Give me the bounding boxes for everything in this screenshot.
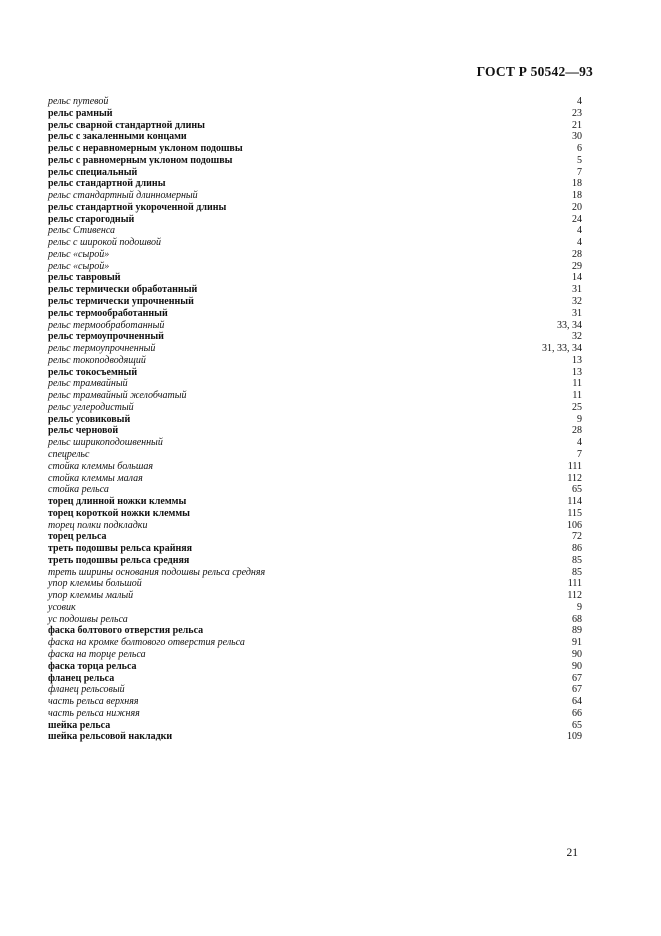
index-entry xyxy=(48,355,582,367)
document-code-header: ГОСТ Р 50542—93 xyxy=(476,64,593,79)
index-page-ref: 67 xyxy=(572,672,582,684)
index-entry xyxy=(48,625,582,637)
index-term: рельс специальный xyxy=(48,166,138,178)
index-page-ref: 7 xyxy=(577,166,582,178)
index-page-ref: 115 xyxy=(567,507,582,519)
index-term: рельс термоупрочненный xyxy=(48,343,156,355)
index-page-ref: 7 xyxy=(577,448,582,460)
index-term: рельс черновой xyxy=(48,425,119,437)
index-term: шейка рельсовой накладки xyxy=(48,731,173,743)
index-entry xyxy=(48,284,582,296)
index-term: фаска болтового отверстия рельса xyxy=(48,625,204,637)
index-entry xyxy=(48,449,582,461)
index-term: фланец рельса xyxy=(48,672,115,684)
index-page-ref: 66 xyxy=(572,707,582,719)
index-term: рельс трамвайный желобчатый xyxy=(48,390,187,402)
index-term: фланец рельсовый xyxy=(48,684,125,696)
index-term: рельс токоподводящий xyxy=(48,354,146,366)
index-page-ref: 5 xyxy=(577,154,582,166)
index-term: ус подошвы рельса xyxy=(48,613,128,625)
index-page-ref: 25 xyxy=(572,401,582,413)
index-term: часть рельса нижняя xyxy=(48,707,140,719)
index-entry xyxy=(48,249,582,261)
index-entry xyxy=(48,673,582,685)
index-page-ref: 67 xyxy=(572,684,582,696)
index-page-ref: 109 xyxy=(567,731,582,743)
index-entry xyxy=(48,567,582,579)
index-term: рельс стандартной длины xyxy=(48,178,166,190)
index-page-ref: 9 xyxy=(577,601,582,613)
index-term: торец полки подкладки xyxy=(48,519,148,531)
index-entry xyxy=(48,367,582,379)
index-page-ref: 65 xyxy=(572,719,582,731)
index-page-ref: 112 xyxy=(567,590,582,602)
index-page-ref: 32 xyxy=(572,296,582,308)
index-entry xyxy=(48,531,582,543)
index-page-ref: 112 xyxy=(567,472,582,484)
index-entry xyxy=(48,602,582,614)
index-term: рельс термически упрочненный xyxy=(48,296,194,308)
index-entry xyxy=(48,296,582,308)
index-page-ref: 23 xyxy=(572,107,582,119)
index-page-ref: 31, 33, 34 xyxy=(542,343,582,355)
index-term: торец рельса xyxy=(48,531,107,543)
index-page-ref: 4 xyxy=(577,437,582,449)
index-term: рельс Стивенса xyxy=(48,225,115,237)
index-entry xyxy=(48,425,582,437)
index-term: рельс старогодный xyxy=(48,213,135,225)
index-term: треть ширины основания подошвы рельса средняя xyxy=(48,566,266,578)
index-page-ref: 85 xyxy=(572,554,582,566)
index-term: треть подошвы рельса средняя xyxy=(48,554,190,566)
index-page-ref: 31 xyxy=(572,284,582,296)
index-entry xyxy=(48,708,582,720)
index-entry xyxy=(48,543,582,555)
index-page-ref: 68 xyxy=(572,613,582,625)
index-page-ref: 18 xyxy=(572,178,582,190)
index-term: рельс «сырой» xyxy=(48,260,110,272)
index-term: рельс углеродистый xyxy=(48,401,134,413)
index-entry xyxy=(48,131,582,143)
index-page-ref: 90 xyxy=(572,660,582,672)
index-entry xyxy=(48,308,582,320)
index-term: рельс трамвайный xyxy=(48,378,128,390)
index-term: стойка клеммы большая xyxy=(48,460,154,472)
index-entry xyxy=(48,649,582,661)
index-entry xyxy=(48,614,582,626)
index-entry xyxy=(48,461,582,473)
index-term: рельс тавровый xyxy=(48,272,121,284)
index-entry xyxy=(48,731,582,743)
index-page-ref: 64 xyxy=(572,696,582,708)
index-entry xyxy=(48,590,582,602)
index-page-ref: 31 xyxy=(572,307,582,319)
index-page-ref: 21 xyxy=(572,119,582,131)
index-term: упор клеммы малый xyxy=(48,590,134,602)
index-term: рельс термоупрочненный xyxy=(48,331,164,343)
index-page-ref: 6 xyxy=(577,143,582,155)
index-entry xyxy=(48,578,582,590)
index-term: часть рельса верхняя xyxy=(48,696,139,708)
index-entry xyxy=(48,272,582,284)
index-page-ref: 29 xyxy=(572,260,582,272)
index-page-ref: 20 xyxy=(572,201,582,213)
index-page-ref: 91 xyxy=(572,637,582,649)
index-page-ref: 4 xyxy=(577,96,582,107)
index-entry xyxy=(48,473,582,485)
index-term: рельс рамный xyxy=(48,107,113,119)
index-page-ref: 65 xyxy=(572,484,582,496)
index-entry xyxy=(48,96,582,108)
index-page-ref: 30 xyxy=(572,131,582,143)
index-page-ref: 18 xyxy=(572,190,582,202)
index-entry xyxy=(48,167,582,179)
index-term: фаска на торце рельса xyxy=(48,648,146,660)
index-page-ref: 86 xyxy=(572,543,582,555)
index-term: фаска на кромке болтового отверстия рельса xyxy=(48,637,245,649)
index-entry xyxy=(48,378,582,390)
index-page-ref: 11 xyxy=(572,390,582,402)
index-term: рельс токосъемный xyxy=(48,366,138,378)
index-entry xyxy=(48,155,582,167)
index-term: рельс термообработанный xyxy=(48,307,168,319)
index-page-ref: 89 xyxy=(572,625,582,637)
index-term: рельс путевой xyxy=(48,96,109,107)
index-entry xyxy=(48,496,582,508)
index-term: спецрельс xyxy=(48,448,90,460)
index-page-ref: 4 xyxy=(577,237,582,249)
index-entry xyxy=(48,202,582,214)
index-term: рельс «сырой» xyxy=(48,248,110,260)
index-page-ref: 14 xyxy=(572,272,582,284)
index-page-ref: 111 xyxy=(567,460,582,472)
index-term: рельс термообработанный xyxy=(48,319,165,331)
index-entry xyxy=(48,696,582,708)
index-page-ref: 32 xyxy=(572,331,582,343)
index-entry xyxy=(48,261,582,273)
index-entry xyxy=(48,108,582,120)
index-page-ref: 111 xyxy=(567,578,582,590)
index-entry xyxy=(48,343,582,355)
index-term: упор клеммы большой xyxy=(48,578,142,590)
index-term: рельс ширикоподошвенный xyxy=(48,437,163,449)
index-page-ref: 28 xyxy=(572,248,582,260)
index-page-ref: 28 xyxy=(572,425,582,437)
index-entry xyxy=(48,331,582,343)
index-term: рельс с неравномерным уклоном подошвы xyxy=(48,143,243,155)
index-page-ref: 114 xyxy=(567,496,582,508)
index-page-ref: 90 xyxy=(572,648,582,660)
index-page-ref: 13 xyxy=(572,354,582,366)
index-entry xyxy=(48,508,582,520)
index-term: рельс с широкой подошвой xyxy=(48,237,162,249)
index-entry xyxy=(48,178,582,190)
index-term: рельс с равномерным уклоном подошвы xyxy=(48,154,233,166)
index-entry-list xyxy=(48,96,582,743)
index-term: рельс стандартный длинномерный xyxy=(48,190,198,202)
index-entry xyxy=(48,225,582,237)
index-term: фаска торца рельса xyxy=(48,660,137,672)
index-term: рельс с закаленными концами xyxy=(48,131,187,143)
index-entry xyxy=(48,320,582,332)
index-entry xyxy=(48,720,582,732)
index-term: торец короткой ножки клеммы xyxy=(48,507,190,519)
index-entry xyxy=(48,684,582,696)
index-entry xyxy=(48,214,582,226)
page-number: 21 xyxy=(566,847,578,859)
index-page-ref: 11 xyxy=(572,378,582,390)
index-entry xyxy=(48,437,582,449)
index-entry xyxy=(48,143,582,155)
index-entry xyxy=(48,237,582,249)
index-term: стойка рельса xyxy=(48,484,109,496)
index-page-ref: 72 xyxy=(572,531,582,543)
index-page-ref: 4 xyxy=(577,225,582,237)
index-entry xyxy=(48,390,582,402)
index-entry xyxy=(48,402,582,414)
index-page-ref: 85 xyxy=(572,566,582,578)
index-entry xyxy=(48,484,582,496)
index-entry xyxy=(48,661,582,673)
index-term: торец длинной ножки клеммы xyxy=(48,496,187,508)
index-page-ref: 24 xyxy=(572,213,582,225)
index-entry xyxy=(48,637,582,649)
index-term: рельс усовиковый xyxy=(48,413,131,425)
index-term: стойка клеммы малая xyxy=(48,472,143,484)
index-entry xyxy=(48,520,582,532)
index-entry xyxy=(48,120,582,132)
index-term: шейка рельса xyxy=(48,719,111,731)
index-term: рельс сварной стандартной длины xyxy=(48,119,205,131)
index-term: треть подошвы рельса крайняя xyxy=(48,543,193,555)
index-page-ref: 9 xyxy=(577,413,582,425)
index-page-ref: 33, 34 xyxy=(557,319,582,331)
index-entry xyxy=(48,414,582,426)
index-term: рельс термически обработанный xyxy=(48,284,198,296)
index-entry xyxy=(48,555,582,567)
index-page-ref: 13 xyxy=(572,366,582,378)
index-term: усовик xyxy=(48,601,76,613)
index-page-ref: 106 xyxy=(567,519,582,531)
index-entry xyxy=(48,190,582,202)
index-term: рельс стандартной укороченной длины xyxy=(48,201,227,213)
